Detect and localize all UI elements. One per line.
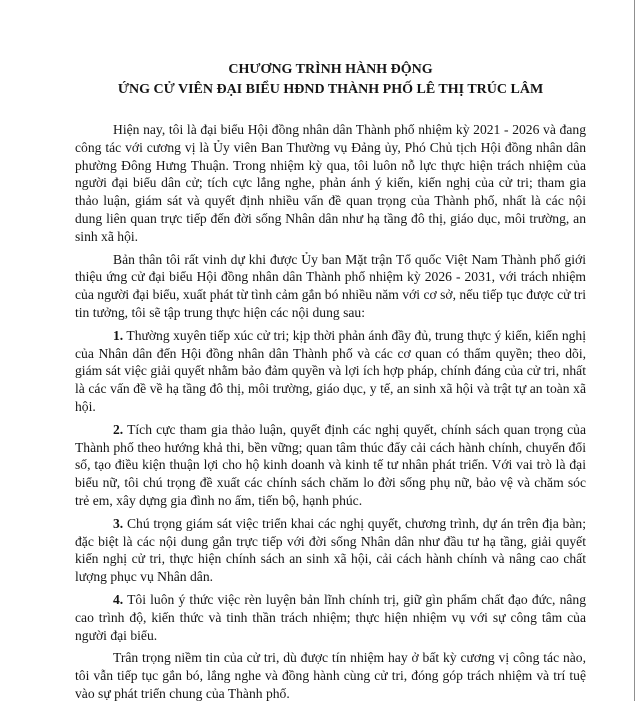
paragraph-intro-2 — [75, 251, 586, 322]
paragraph-item-2 — [75, 421, 586, 510]
document-content — [75, 60, 586, 708]
item-number: 3. — [113, 515, 124, 531]
paragraph-item-4 — [75, 591, 586, 644]
paragraph-text: Chú trọng giám sát việc triển khai các nghị quyết, chương trình, dự án trên địa bàn; đặc biệt là các nội dung gắn trực tiếp với đời sống Nhân dân như đầu tư hạ tầng, giải quyết kiến nghị cử tri, thực hiện chính sách an sinh xã hội, cải cách hành chính và nâng cao chất lượng phục vụ Nhân dân. — [75, 515, 586, 585]
item-number: 1. — [113, 327, 124, 343]
paragraph-text: Tích cực tham gia thảo luận, quyết định các nghị quyết, chính sách quan trọng của Thành phố theo hướng khả thi, bền vững; quan tâm thúc đẩy cải cách hành chính, chuyển đổi số, tạo điều kiện thuận lợi cho hộ kinh doanh và kinh tế tư nhân phát triển. Với vai trò là đại biểu nữ, tôi chú trọng đề xuất các chính sách chăm lo đời sống phụ nữ, bảo vệ và chăm sóc trẻ em, xây dựng gia đình no ấm, tiến bộ, hạnh phúc. — [75, 421, 586, 508]
document-title-line-2: ỨNG CỬ VIÊN ĐẠI BIỂU HĐND THÀNH PHỐ LÊ THỊ TRÚC LÂM — [117, 81, 544, 97]
paragraph-text: Thường xuyên tiếp xúc cử tri; kịp thời phản ánh đầy đủ, trung thực ý kiến, kiến nghị của Nhân dân đến Hội đồng nhân dân Thành phố và các cơ quan có thẩm quyền; theo dõi, giám sát việc giải quyết nhằm bảo đảm quyền và lợi ích hợp pháp, chính đáng của cử tri, nhất là các vấn đề về hạ tầng đô thị, môi trường, giáo dục, y tế, an sinh xã hội và trật tự an toàn xã hội. — [75, 327, 586, 414]
page-edge-line — [634, 0, 635, 701]
paragraph-intro-1 — [75, 121, 586, 246]
paragraph-text: Hiện nay, tôi là đại biểu Hội đồng nhân dân Thành phố nhiệm kỳ 2021 - 2026 và đang công tác với cương vị là Ủy viên Ban Thường vụ Đảng ủy, Phó Chủ tịch Hội đồng nhân dân phường Đông Hưng Thuận. Trong nhiệm kỳ qua, tôi luôn nỗ lực thực hiện trách nhiệm của người đại biểu dân cử; tích cực lắng nghe, phản ánh ý kiến, kiến nghị của cử tri; tham gia thảo luận, giám sát và quyết định nhiều vấn đề quan trọng của Thành phố, nhất là các nội dung liên quan trực tiếp đến đời sống Nhân dân như hạ tầng đô thị, giáo dục, môi trường, an sinh xã hội. — [75, 122, 586, 244]
paragraph-text: Trân trọng niềm tin của cử tri, dù được tín nhiệm hay ở bất kỳ cương vị công tác nào, tôi vẫn tiếp tục gắn bó, lắng nghe và đồng hành cùng cử tri, đóng góp trách nhiệm và trí tuệ vào sự phát triển chung của Thành phố. — [75, 650, 586, 701]
paragraph-closing — [75, 649, 586, 702]
paragraph-text: Tôi luôn ý thức việc rèn luyện bản lĩnh chính trị, giữ gìn phẩm chất đạo đức, nâng cao trình độ, kiến thức và tinh thần trách nhiệm; thực hiện nhiệm vụ với sự công tâm của người đại biểu. — [75, 591, 586, 643]
paragraph-item-3 — [75, 515, 586, 586]
paragraph-text: Bản thân tôi rất vinh dự khi được Ủy ban Mặt trận Tổ quốc Việt Nam Thành phố giới thiệu ứng cử đại biểu Hội đồng nhân dân Thành phố nhiệm kỳ 2026 - 2031, với trách nhiệm của người đại biểu, xuất phát từ tình cảm gắn bó nhiều năm với cơ sở, nếu tiếp tục được cử tri tin tưởng, tôi sẽ tập trung thực hiện các nội dung sau: — [75, 251, 586, 320]
document-title — [75, 60, 586, 99]
item-number: 2. — [113, 421, 124, 437]
item-number: 4. — [113, 591, 124, 607]
paragraph-item-1 — [75, 327, 586, 416]
document-title-line-1: CHƯƠNG TRÌNH HÀNH ĐỘNG — [228, 62, 433, 77]
